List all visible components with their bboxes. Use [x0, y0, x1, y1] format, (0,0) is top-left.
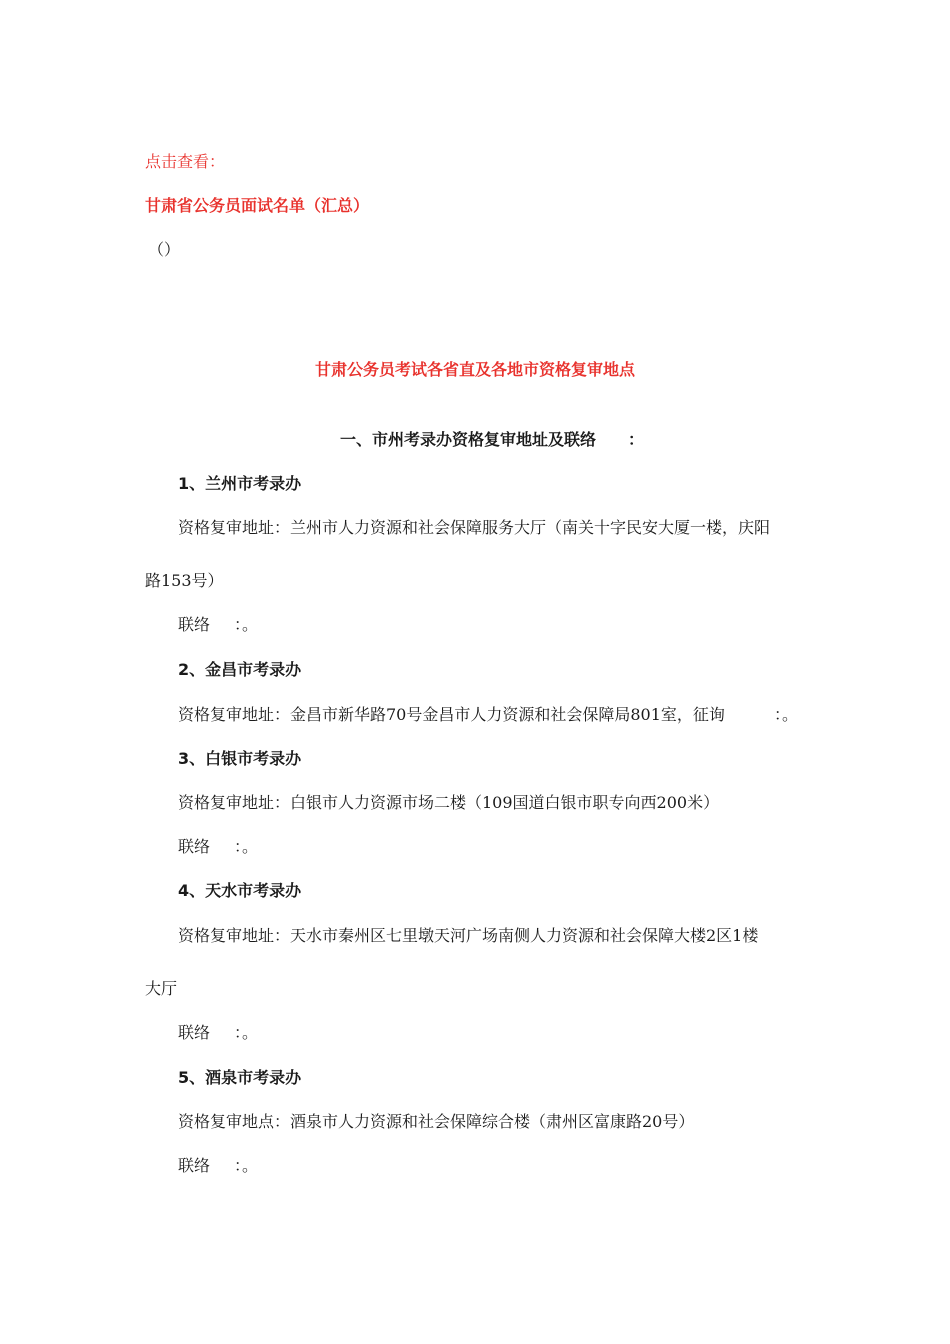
item-address-cont: 大厅 — [145, 979, 178, 998]
item-address-tail: ：。 — [774, 705, 799, 724]
item-contact-label: 联络 — [178, 837, 211, 856]
item-address-cont: 路153号） — [145, 571, 224, 590]
item-heading: 2、金昌市考录办 — [178, 660, 302, 679]
item-address: 资格复审地址：金昌市新华路70号金昌市人力资源和社会保障局801室，征询 — [178, 705, 725, 724]
item-address: 资格复审地址：白银市人力资源市场二楼（109国道白银市职专向西200米） — [178, 793, 720, 812]
item-contact-value: ：。 — [234, 1023, 259, 1042]
item-contact-value: ：。 — [234, 615, 259, 634]
interview-list-link[interactable]: 甘肃省公务员面试名单（汇总） — [145, 196, 370, 215]
item-address: 资格复审地址：兰州市人力资源和社会保障服务大厅（南关十字民安大厦一楼，庆阳 — [178, 518, 771, 537]
item-contact-value: ：。 — [234, 1156, 259, 1175]
item-heading: 5、酒泉市考录办 — [178, 1068, 302, 1087]
item-heading: 3、白银市考录办 — [178, 749, 302, 768]
empty-parentheses: （） — [148, 240, 181, 259]
item-heading: 1、兰州市考录办 — [178, 474, 302, 493]
item-contact-label: 联络 — [178, 615, 211, 634]
section-heading: 一、市州考录办资格复审地址及联络 — [340, 430, 597, 449]
item-contact-label: 联络 — [178, 1023, 211, 1042]
item-address: 资格复审地址：天水市秦州区七里墩天河广场南侧人力资源和社会保障大楼2区1楼 — [178, 926, 759, 945]
item-heading: 4、天水市考录办 — [178, 881, 302, 900]
item-contact-value: ：。 — [234, 837, 259, 856]
document-title: 甘肃公务员考试各省直及各地市资格复审地点 — [314, 360, 635, 379]
section-heading-colon: ： — [628, 430, 645, 449]
item-address: 资格复审地点：酒泉市人力资源和社会保障综合楼（肃州区富康路20号） — [178, 1112, 695, 1131]
item-contact-label: 联络 — [178, 1156, 211, 1175]
click-view-label: 点击查看： — [145, 152, 226, 171]
